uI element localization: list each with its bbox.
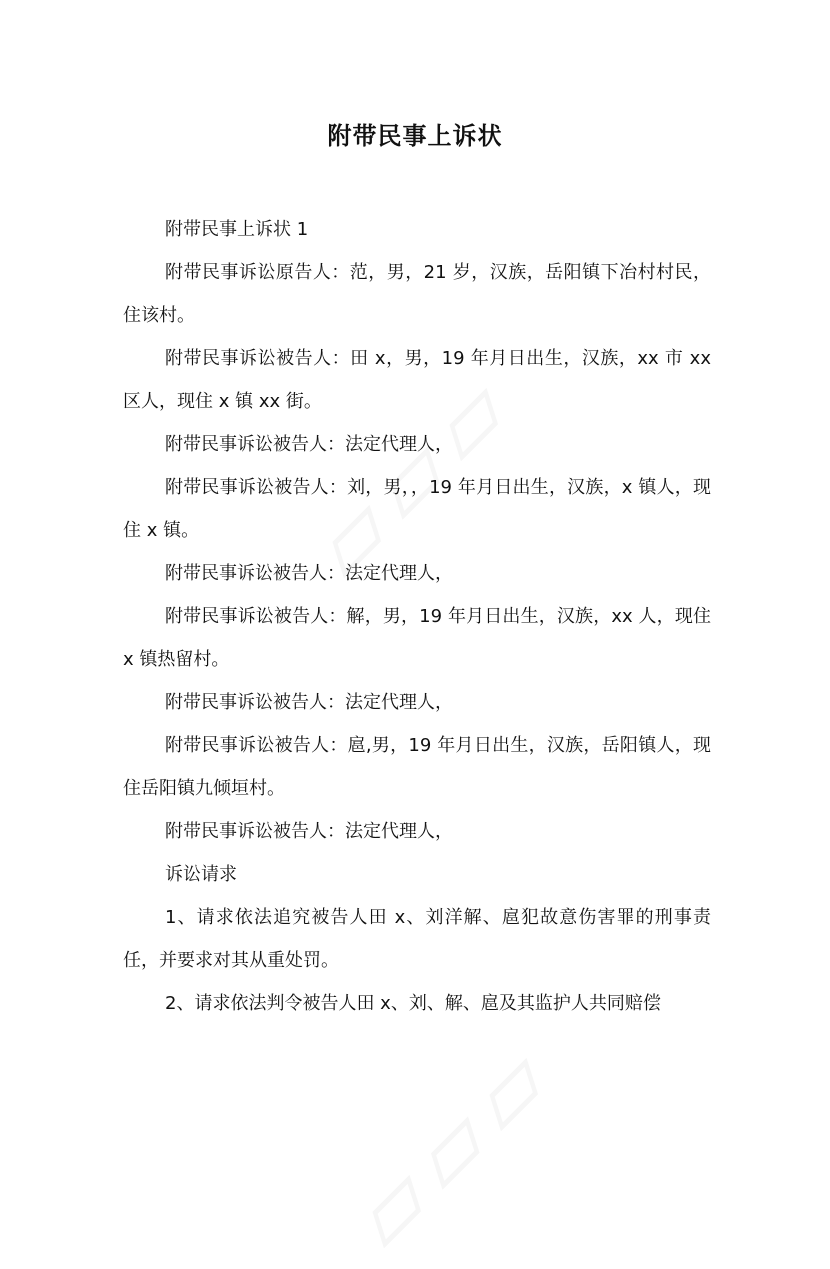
paragraph-claims-heading: 诉讼请求 — [165, 864, 237, 885]
paragraph-heading: 附带民事上诉状 1 — [165, 219, 309, 240]
paragraph-legal-representative: 附带民事诉讼被告人：法定代理人， — [165, 821, 453, 842]
paragraph-plaintiff: 附带民事诉讼原告人：范，男，21 岁，汉族，岳阳镇下冶村村民，住该村。 — [123, 262, 711, 326]
paragraph-defendant-xie: 附带民事诉讼被告人：解，男，19 年月日出生，汉族，xx 人，现住 x 镇热留村。 — [123, 606, 711, 670]
paragraph-claim-1: 1、请求依法追究被告人田 x、刘洋解、扈犯故意伤害罪的刑事责任，并要求对其从重处罚。 — [123, 907, 711, 971]
document-body — [123, 208, 711, 1025]
paragraph-claim-2: 2、请求依法判令被告人田 x、刘、解、扈及其监护人共同赔偿 — [165, 993, 661, 1014]
document-title: 附带民事上诉状 — [327, 122, 503, 150]
paragraph-defendant-hu: 附带民事诉讼被告人：扈,男，19 年月日出生，汉族，岳阳镇人，现住岳阳镇九倾垣村。 — [123, 735, 711, 799]
paragraph-legal-representative: 附带民事诉讼被告人：法定代理人， — [165, 692, 453, 713]
paragraph-defendant-liu: 附带民事诉讼被告人：刘，男，，19 年月日出生，汉族，x 镇人，现住 x 镇。 — [123, 477, 711, 541]
paragraph-legal-representative: 附带民事诉讼被告人：法定代理人， — [165, 563, 453, 584]
paragraph-defendant-tian: 附带民事诉讼被告人：田 x，男，19 年月日出生，汉族，xx 市 xx 区人，现住 x 镇 xx 街。 — [123, 348, 711, 412]
paragraph-legal-representative: 附带民事诉讼被告人：法定代理人， — [165, 434, 453, 455]
watermark-graphic — [329, 1018, 580, 1269]
